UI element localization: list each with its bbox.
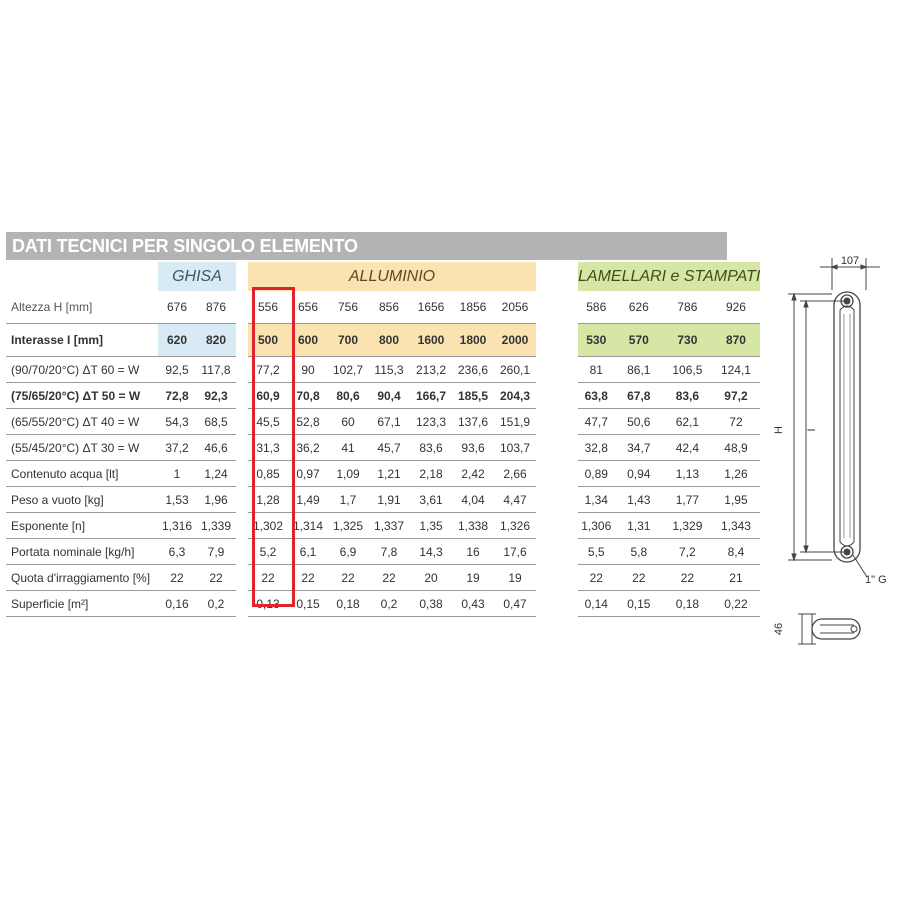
table-cell: 60 — [328, 409, 368, 435]
table-row — [6, 409, 800, 435]
table-cell: 22 — [578, 565, 614, 591]
table-row — [6, 513, 800, 539]
table-cell: 1,28 — [248, 487, 288, 513]
row-label: (90/70/20°C) ΔT 60 = W — [6, 357, 158, 383]
table-cell: 556 — [248, 291, 288, 324]
table-cell: 70,8 — [288, 383, 328, 409]
table-cell: 62,1 — [663, 409, 712, 435]
table-cell: 83,6 — [663, 383, 712, 409]
table-cell: 16 — [452, 539, 494, 565]
table-cell: 4,47 — [494, 487, 536, 513]
row-label: Quota d'irraggiamento [%] — [6, 565, 158, 591]
table-cell: 204,3 — [494, 383, 536, 409]
table-cell: 14,3 — [410, 539, 452, 565]
table-row — [6, 291, 800, 324]
row-label: Portata nominale [kg/h] — [6, 539, 158, 565]
table-cell: 0,94 — [614, 461, 663, 487]
section-title: DATI TECNICI PER SINGOLO ELEMENTO — [6, 232, 727, 260]
table-cell: 1800 — [452, 324, 494, 357]
table-cell: 1,95 — [712, 487, 761, 513]
table-cell: 41 — [328, 435, 368, 461]
row-label: (55/45/20°C) ΔT 30 = W — [6, 435, 158, 461]
table-cell: 856 — [368, 291, 410, 324]
table-cell: 102,7 — [328, 357, 368, 383]
table-cell: 0,22 — [712, 591, 761, 617]
table-cell: 117,8 — [196, 357, 236, 383]
table-row — [6, 383, 800, 409]
table-cell: 0,38 — [410, 591, 452, 617]
radiator-element-drawing — [770, 250, 895, 650]
table-cell: 1,314 — [288, 513, 328, 539]
table-cell: 1,24 — [196, 461, 236, 487]
group-header-row — [6, 262, 800, 291]
connection-label: 1" G — [865, 574, 887, 586]
table-cell: 1,325 — [328, 513, 368, 539]
table-cell: 72,8 — [158, 383, 196, 409]
table-cell: 22 — [663, 565, 712, 591]
table-cell: 586 — [578, 291, 614, 324]
table-cell: 800 — [368, 324, 410, 357]
table-cell: 0,85 — [248, 461, 288, 487]
table-cell: 1,343 — [712, 513, 761, 539]
row-label: Peso a vuoto [kg] — [6, 487, 158, 513]
table-cell: 1,26 — [712, 461, 761, 487]
table-cell: 6,9 — [328, 539, 368, 565]
group-alluminio: ALLUMINIO — [248, 262, 536, 291]
group-lamellari: LAMELLARI e STAMPATI — [578, 262, 760, 291]
table-cell: 60,9 — [248, 383, 288, 409]
table-cell: 0,18 — [328, 591, 368, 617]
table-cell: 676 — [158, 291, 196, 324]
table-cell: 1,326 — [494, 513, 536, 539]
table-cell: 870 — [712, 324, 761, 357]
table-cell: 92,3 — [196, 383, 236, 409]
table-cell: 656 — [288, 291, 328, 324]
table-cell: 600 — [288, 324, 328, 357]
table-cell: 83,6 — [410, 435, 452, 461]
table-cell: 37,2 — [158, 435, 196, 461]
table-cell: 123,3 — [410, 409, 452, 435]
table-cell: 54,3 — [158, 409, 196, 435]
row-label: Interasse I [mm] — [6, 324, 158, 357]
table-cell: 2,66 — [494, 461, 536, 487]
table-cell: 151,9 — [494, 409, 536, 435]
table-cell: 1,302 — [248, 513, 288, 539]
table-cell: 0,2 — [196, 591, 236, 617]
table-cell: 1,306 — [578, 513, 614, 539]
table-cell: 1,35 — [410, 513, 452, 539]
table-cell: 0,97 — [288, 461, 328, 487]
table-cell: 1,09 — [328, 461, 368, 487]
table-cell: 45,5 — [248, 409, 288, 435]
table-cell: 1,77 — [663, 487, 712, 513]
table-row — [6, 565, 800, 591]
table-cell: 1,43 — [614, 487, 663, 513]
table-cell: 1,31 — [614, 513, 663, 539]
group-ghisa: GHISA — [158, 262, 236, 291]
table-cell: 876 — [196, 291, 236, 324]
table-cell: 63,8 — [578, 383, 614, 409]
table-cell: 0,47 — [494, 591, 536, 617]
table-cell: 786 — [663, 291, 712, 324]
row-label: Esponente [n] — [6, 513, 158, 539]
table-cell: 1,329 — [663, 513, 712, 539]
row-label: Contenuto acqua [lt] — [6, 461, 158, 487]
table-row — [6, 487, 800, 513]
table-cell: 700 — [328, 324, 368, 357]
table-cell: 67,1 — [368, 409, 410, 435]
table-cell: 2000 — [494, 324, 536, 357]
table-cell: 5,2 — [248, 539, 288, 565]
table-cell: 260,1 — [494, 357, 536, 383]
table-cell: 1 — [158, 461, 196, 487]
table-cell: 93,6 — [452, 435, 494, 461]
table-row — [6, 357, 800, 383]
table-row — [6, 591, 800, 617]
table-cell: 92,5 — [158, 357, 196, 383]
table-cell: 47,7 — [578, 409, 614, 435]
table-cell: 4,04 — [452, 487, 494, 513]
row-label: Altezza H [mm] — [6, 291, 158, 324]
table-cell: 45,7 — [368, 435, 410, 461]
table-cell: 1,34 — [578, 487, 614, 513]
table-cell: 17,6 — [494, 539, 536, 565]
table-cell: 31,3 — [248, 435, 288, 461]
table-cell: 6,3 — [158, 539, 196, 565]
table-cell: 46,6 — [196, 435, 236, 461]
table-cell: 52,8 — [288, 409, 328, 435]
table-cell: 1,316 — [158, 513, 196, 539]
table-row — [6, 435, 800, 461]
table-cell: 19 — [452, 565, 494, 591]
table-cell: 22 — [614, 565, 663, 591]
table-cell: 68,5 — [196, 409, 236, 435]
table-cell: 19 — [494, 565, 536, 591]
table-cell: 137,6 — [452, 409, 494, 435]
table-row — [6, 461, 800, 487]
table-cell: 2056 — [494, 291, 536, 324]
row-label: (75/65/20°C) ΔT 50 = W — [6, 383, 158, 409]
table-cell: 756 — [328, 291, 368, 324]
table-row — [6, 539, 800, 565]
table-cell: 1,337 — [368, 513, 410, 539]
table-cell: 6,1 — [288, 539, 328, 565]
table-cell: 926 — [712, 291, 761, 324]
table-cell: 22 — [288, 565, 328, 591]
table-cell: 86,1 — [614, 357, 663, 383]
table-cell: 21 — [712, 565, 761, 591]
table-cell: 1,49 — [288, 487, 328, 513]
table-cell: 3,61 — [410, 487, 452, 513]
table-cell: 213,2 — [410, 357, 452, 383]
table-cell: 81 — [578, 357, 614, 383]
table-cell: 0,15 — [614, 591, 663, 617]
table-cell: 626 — [614, 291, 663, 324]
table-cell: 570 — [614, 324, 663, 357]
table-cell: 530 — [578, 324, 614, 357]
table-cell: 50,6 — [614, 409, 663, 435]
interaxis-label: I — [806, 428, 818, 432]
table-cell: 1,21 — [368, 461, 410, 487]
table-cell: 236,6 — [452, 357, 494, 383]
depth-label: 46 — [773, 622, 785, 636]
table-cell: 1,53 — [158, 487, 196, 513]
table-cell: 7,8 — [368, 539, 410, 565]
table-cell: 5,8 — [614, 539, 663, 565]
row-label: Superficie [m²] — [6, 591, 158, 617]
table-cell: 1656 — [410, 291, 452, 324]
table-cell: 67,8 — [614, 383, 663, 409]
table-cell: 1,7 — [328, 487, 368, 513]
table-cell: 1,338 — [452, 513, 494, 539]
table-cell: 0,2 — [368, 591, 410, 617]
width-label: 107 — [840, 255, 860, 267]
table-cell: 106,5 — [663, 357, 712, 383]
table-cell: 1856 — [452, 291, 494, 324]
table-cell: 1600 — [410, 324, 452, 357]
table-cell: 22 — [368, 565, 410, 591]
table-cell: 0,15 — [288, 591, 328, 617]
table-cell: 20 — [410, 565, 452, 591]
table-cell: 0,43 — [452, 591, 494, 617]
table-cell: 103,7 — [494, 435, 536, 461]
table-cell: 620 — [158, 324, 196, 357]
table-cell: 34,7 — [614, 435, 663, 461]
table-cell: 2,42 — [452, 461, 494, 487]
table-cell: 730 — [663, 324, 712, 357]
table-cell: 97,2 — [712, 383, 761, 409]
table-cell: 0,13 — [248, 591, 288, 617]
table-cell: 1,13 — [663, 461, 712, 487]
table-cell: 80,6 — [328, 383, 368, 409]
table-cell: 22 — [158, 565, 196, 591]
table-cell: 166,7 — [410, 383, 452, 409]
table-cell: 1,96 — [196, 487, 236, 513]
table-cell: 22 — [248, 565, 288, 591]
table-cell: 1,339 — [196, 513, 236, 539]
table-cell: 185,5 — [452, 383, 494, 409]
table-cell: 22 — [328, 565, 368, 591]
table-cell: 820 — [196, 324, 236, 357]
table-cell: 32,8 — [578, 435, 614, 461]
table-cell: 124,1 — [712, 357, 761, 383]
table-cell: 90,4 — [368, 383, 410, 409]
table-cell: 0,16 — [158, 591, 196, 617]
table-cell: 77,2 — [248, 357, 288, 383]
table-cell: 48,9 — [712, 435, 761, 461]
height-label: H — [773, 426, 785, 434]
table-cell: 8,4 — [712, 539, 761, 565]
table-cell: 1,91 — [368, 487, 410, 513]
table-cell: 7,2 — [663, 539, 712, 565]
table-cell: 500 — [248, 324, 288, 357]
table-cell: 2,18 — [410, 461, 452, 487]
table-cell: 0,14 — [578, 591, 614, 617]
table-cell: 5,5 — [578, 539, 614, 565]
table-row — [6, 324, 800, 357]
table-cell: 7,9 — [196, 539, 236, 565]
table-cell: 72 — [712, 409, 761, 435]
table-cell: 115,3 — [368, 357, 410, 383]
table-cell: 42,4 — [663, 435, 712, 461]
technical-data-table — [6, 262, 800, 617]
table-cell: 36,2 — [288, 435, 328, 461]
table-cell: 22 — [196, 565, 236, 591]
row-label: (65/55/20°C) ΔT 40 = W — [6, 409, 158, 435]
table-cell: 90 — [288, 357, 328, 383]
table-cell: 0,18 — [663, 591, 712, 617]
table-cell: 0,89 — [578, 461, 614, 487]
